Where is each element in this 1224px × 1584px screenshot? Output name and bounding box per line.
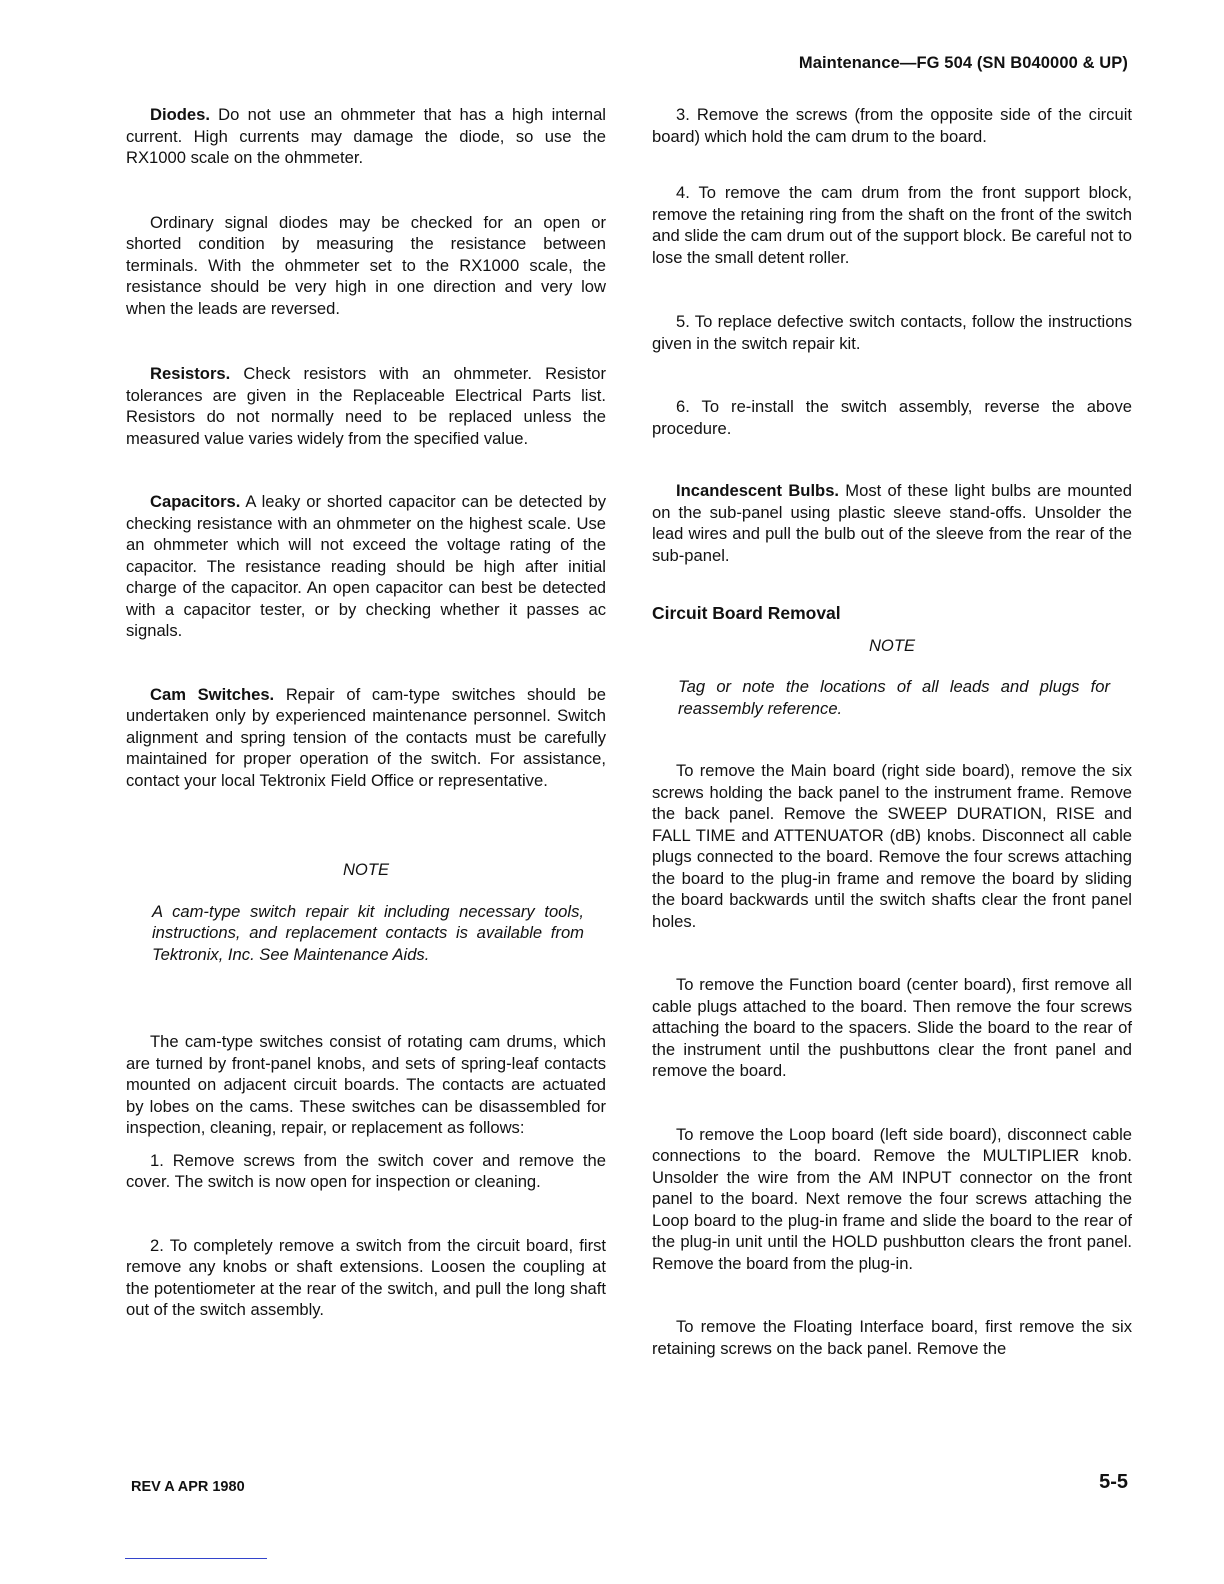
- step-5: 5. To replace defective switch contacts, follow the instructions given in the switch repair kit.: [652, 312, 1132, 353]
- note-label: NOTE: [868, 635, 916, 655]
- right-column: [652, 104, 1132, 1359]
- capacitors-paragraph: Capacitors. A leaky or shorted capacitor can be detected by checking resistance with an ohmmeter on the highest scale. Use an ohmmeter which will not exceed the voltage rating of the capacitor. The resistance reading should be high after initial charge of the capacitor. An open capacitor can best be detected with a capacitor tester, or by checking whether it passes ac signals.: [126, 492, 606, 640]
- diodes-heading: Diodes.: [150, 105, 210, 124]
- note-text: Tag or note the locations of all leads and plugs for reassembly reference.: [678, 677, 1110, 718]
- running-header: Maintenance—FG 504 (SN B040000 & UP): [798, 54, 1128, 72]
- step-3: 3. Remove the screws (from the opposite side of the circuit board) which hold the cam drum to the board.: [652, 105, 1132, 146]
- function-board-paragraph: To remove the Function board (center board), first remove all cable plugs attached to the board. Then remove the four screws attaching the board to the spacers. Slide the board to the rear of the instrument until the pushbuttons clear the front panel and remove the board.: [652, 975, 1132, 1080]
- cam-description-paragraph: The cam-type switches consist of rotating cam drums, which are turned by front-panel knobs, and sets of spring-leaf contacts mounted on adjacent circuit boards. The contacts are actuated by lobes on the cams. These switches can be disassembled for inspection, cleaning, repair, or replacement as follows:: [126, 1032, 606, 1137]
- step-2: 2. To completely remove a switch from the circuit board, first remove any knobs or shaft extensions. Loosen the coupling at the potentiometer at the rear of the switch, and pull the long shaft out of the switch assembly.: [126, 1235, 606, 1319]
- main-board-paragraph: To remove the Main board (right side board), remove the six screws holding the back panel to the instrument frame. Remove the back panel. Remove the SWEEP DURATION, RISE and FALL TIME and ATTENUATOR (dB) knobs. Disconnect all cable plugs connected to the board. Remove the four screws attaching the board to the plug-in frame and remove the board by sliding the board backwards until the switch shafts clear the front panel holes.: [652, 761, 1132, 931]
- cam-switches-heading: Cam Switches.: [150, 684, 275, 704]
- cam-switches-paragraph: Cam Switches. Repair of cam-type switches should be undertaken only by experienced maintenance personnel. Switch alignment and spring tension of the contacts must be carefully maintained for proper operation of the switch. For assistance, contact your local Tektronix Field Office or representative.: [126, 684, 607, 790]
- step-4: 4. To remove the cam drum from the front support block, remove the retaining ring from the shaft on the front of the switch and slide the cam drum out of the support block. Be careful not to lose the small detent roller.: [652, 183, 1132, 267]
- diodes-paragraph: Diodes. Do not use an ohmmeter that has a high internal current. High currents may damage the diode, so use the RX1000 scale on the ohmmeter.: [126, 105, 606, 167]
- step-1: 1. Remove screws from the switch cover and remove the cover. The switch is now open for inspection or cleaning.: [126, 1150, 606, 1191]
- resistors-heading: Resistors.: [150, 364, 231, 383]
- diodes-check-paragraph: Ordinary signal diodes may be checked for an open or shorted condition by measuring the resistance between terminals. With the ohmmeter set to the RX1000 scale, the resistance should be very high in one direction and very low when the leads are reversed.: [126, 212, 606, 318]
- loop-board-paragraph: To remove the Loop board (left side board), disconnect cable connections to the board. Remove the MULTIPLIER knob. Unsolder the wire from the AM INPUT connector on the front panel to the board. Next remove the four screws attaching the Loop board to the plug-in frame and slide the board to the rear of the plug-in unit until the HOLD pushbutton clears the front panel. Remove the board from the plug-in.: [652, 1124, 1132, 1273]
- note-label: NOTE: [342, 860, 390, 879]
- section-heading: Circuit Board Removal: [652, 603, 841, 623]
- bottom-rule: [125, 1558, 267, 1559]
- step-6: 6. To re-install the switch assembly, reverse the above procedure.: [652, 397, 1132, 438]
- incandescent-bulbs-heading: Incandescent Bulbs.: [676, 481, 840, 500]
- capacitors-heading: Capacitors.: [150, 492, 241, 511]
- resistors-paragraph: Resistors. Check resistors with an ohmmeter. Resistor tolerances are given in the Replaceable Electrical Parts list. Resistors do not normally need to be replaced unless the measured value varies widely from the specified value.: [126, 364, 606, 448]
- revision-date: REV A APR 1980: [131, 1479, 245, 1495]
- incandescent-bulbs-paragraph: Incandescent Bulbs. Most of these light bulbs are mounted on the sub-panel using plastic sleeve stand-offs. Unsolder the lead wires and pull the bulb out of the sleeve from the rear of the sub-panel.: [652, 481, 1132, 565]
- page-number: 5-5: [1099, 1471, 1128, 1493]
- left-column: [126, 104, 606, 1321]
- floating-interface-paragraph: To remove the Floating Interface board, first remove the six retaining screws on the back panel. Remove the: [652, 1317, 1132, 1358]
- note-text: A cam-type switch repair kit including necessary tools, instructions, and replacement contacts is available from Tektronix, Inc. See Maintenance Aids.: [152, 901, 584, 964]
